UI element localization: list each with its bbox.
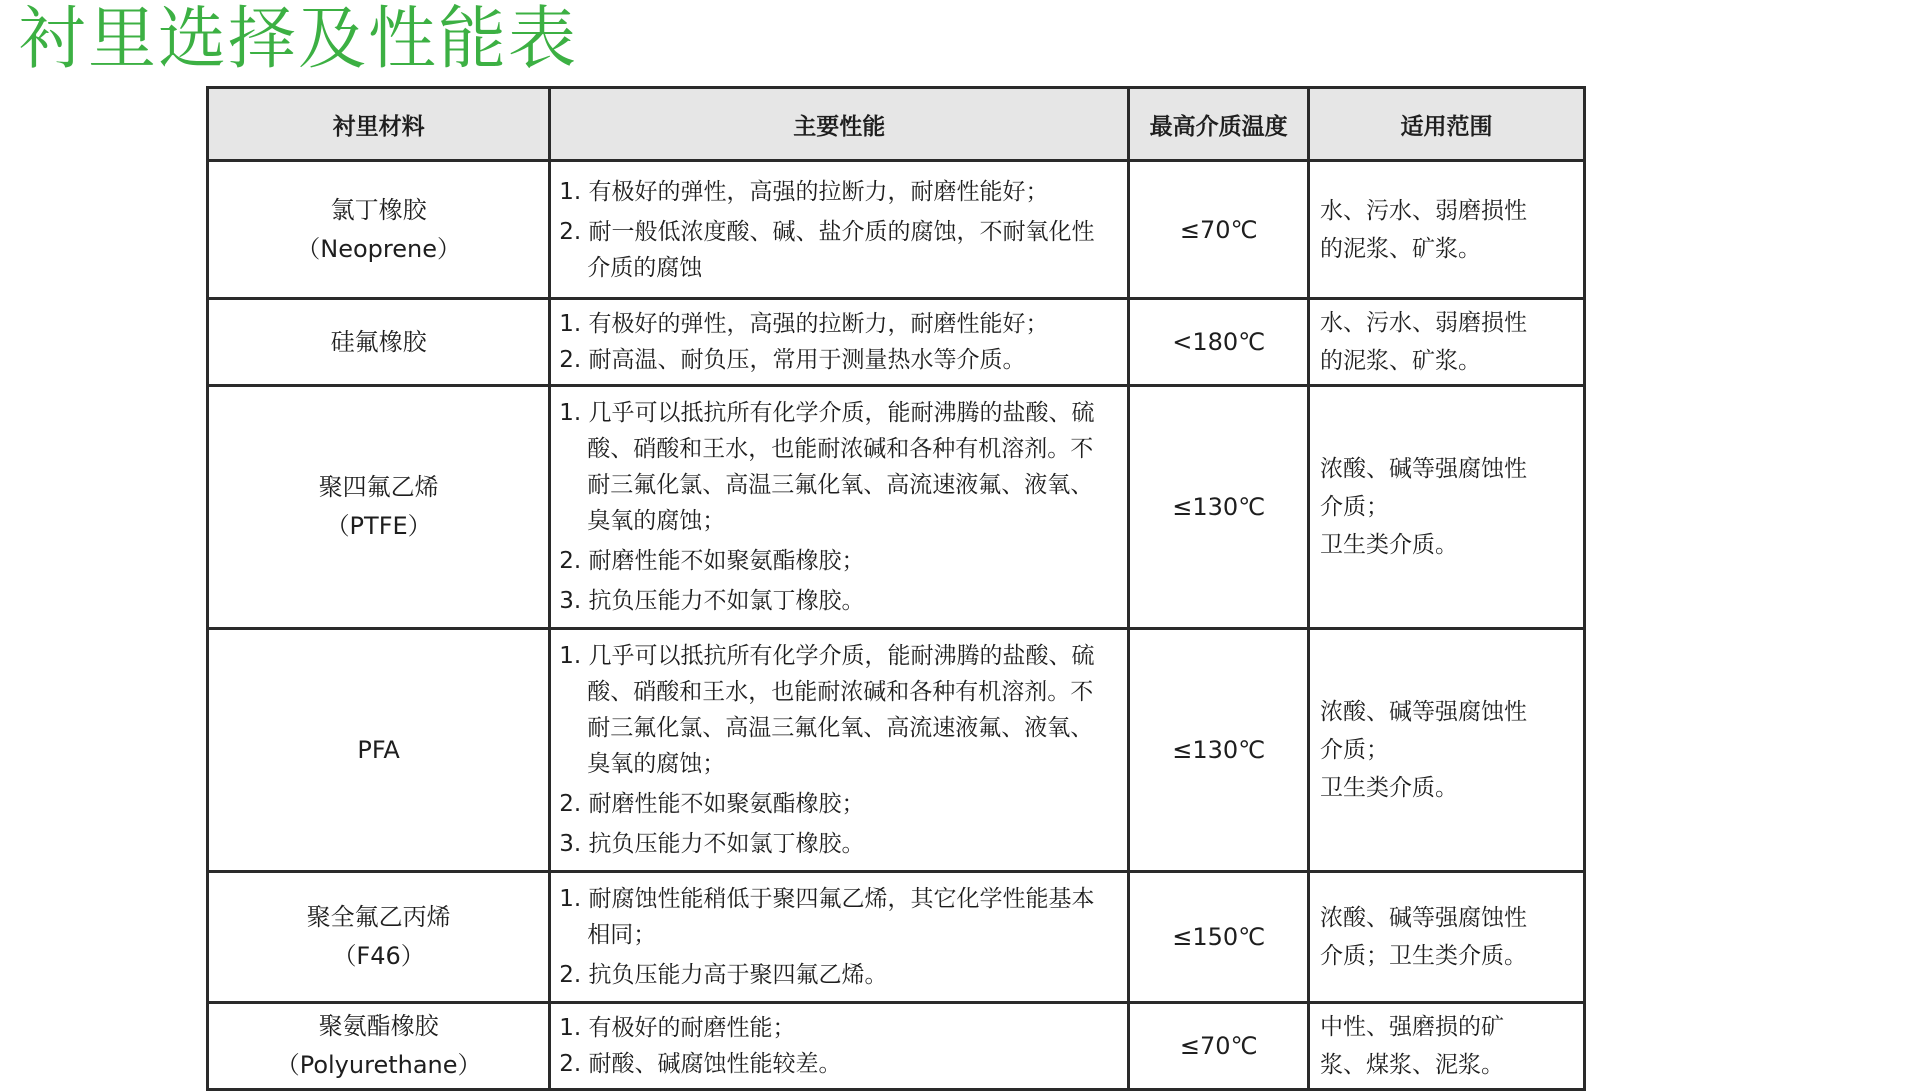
performance-item: 1. 几乎可以抵抗所有化学介质，能耐沸腾的盐酸、硫酸、硝酸和王水，也能耐浓碱和各种有机溶剂。不耐三氟化氯、高温三氟化氧、高流速液氟、液氧、臭氧的腐蚀；: [559, 400, 1095, 534]
material-name: PFA: [357, 735, 400, 764]
application-cell: [1308, 161, 1584, 299]
material-english: （Polyurethane）: [275, 1051, 482, 1079]
max-temp-cell: ≤150℃: [1129, 872, 1309, 1003]
performance-item: 1. 耐腐蚀性能稍低于聚四氟乙烯，其它化学性能基本相同；: [559, 886, 1095, 948]
material-name: 硅氟橡胶: [330, 327, 427, 356]
table-row: [208, 299, 1585, 386]
application-line: 卫生类介质。: [1319, 775, 1458, 801]
max-temp-cell: ≤130℃: [1129, 629, 1309, 872]
performance-cell: [550, 386, 1129, 629]
performance-item: 1. 有极好的弹性，高强的拉断力，耐磨性能好；: [559, 178, 1049, 205]
performance-item: 1. 几乎可以抵抗所有化学介质，能耐沸腾的盐酸、硫酸、硝酸和王水，也能耐浓碱和各种有机溶剂。不耐三氟化氯、高温三氟化氧、高流速液氟、液氧、臭氧的腐蚀；: [559, 643, 1095, 777]
page-title: 衬里选择及性能表: [18, 0, 579, 79]
performance-cell: [550, 299, 1129, 386]
application-line: 水、污水、弱磨损性: [1319, 310, 1527, 336]
performance-item: 2. 耐酸、碱腐蚀性能较差。: [559, 1051, 842, 1077]
performance-item: 2. 耐磨性能不如聚氨酯橡胶；: [559, 548, 865, 574]
application-line: 浓酸、碱等强腐蚀性: [1319, 456, 1527, 482]
application-line: 浆、煤浆、泥浆。: [1319, 1052, 1504, 1078]
performance-item: 2. 耐一般低浓度酸、碱、盐介质的腐蚀，不耐氧化性介质的腐蚀: [559, 218, 1095, 281]
header-performance: 主要性能: [550, 88, 1129, 161]
table-header-row: [208, 88, 1585, 161]
material-name: 氯丁橡胶: [330, 195, 427, 224]
performance-item: 2. 耐磨性能不如聚氨酯橡胶；: [559, 791, 865, 817]
material-cell: [208, 872, 550, 1003]
material-cell: [208, 161, 550, 299]
application-cell: [1308, 872, 1584, 1003]
max-temp-cell: <180℃: [1129, 299, 1309, 386]
performance-item: 1. 有极好的弹性，高强的拉断力，耐磨性能好；: [559, 311, 1049, 337]
header-material: 衬里材料: [208, 88, 550, 161]
material-cell: [208, 299, 550, 386]
application-line: 浓酸、碱等强腐蚀性: [1319, 699, 1527, 725]
lining-performance-table: [206, 86, 1586, 1091]
application-cell: [1308, 1003, 1584, 1090]
application-line: 介质；: [1319, 737, 1389, 763]
application-cell: [1308, 386, 1584, 629]
table-row: [208, 1003, 1585, 1090]
application-line: 卫生类介质。: [1319, 532, 1458, 558]
performance-item: 2. 耐高温、耐负压，常用于测量热水等介质。: [559, 347, 1026, 373]
application-line: 中性、强磨损的矿: [1319, 1014, 1504, 1040]
material-english: （PTFE）: [325, 512, 432, 540]
application-line: 介质；卫生类介质。: [1319, 943, 1527, 969]
header-max-temp: 最高介质温度: [1129, 88, 1309, 161]
header-application: 适用范围: [1308, 88, 1584, 161]
material-cell: [208, 1003, 550, 1090]
table-row: [208, 386, 1585, 629]
performance-item: 2. 抗负压能力高于聚四氟乙烯。: [559, 962, 888, 988]
material-english: （F46）: [332, 942, 425, 970]
application-line: 的泥浆、矿浆。: [1319, 348, 1481, 374]
table-row: [208, 629, 1585, 872]
application-cell: [1308, 629, 1584, 872]
max-temp-cell: ≤70℃: [1129, 161, 1309, 299]
material-name: 聚四氟乙烯: [318, 473, 439, 501]
material-cell: [208, 629, 550, 872]
performance-cell: [550, 1003, 1129, 1090]
table-row: [208, 161, 1585, 299]
material-english: （Neoprene）: [296, 234, 461, 263]
performance-cell: [550, 872, 1129, 1003]
application-line: 浓酸、碱等强腐蚀性: [1319, 905, 1527, 931]
application-line: 介质；: [1319, 494, 1389, 520]
material-name: 聚全氟乙丙烯: [306, 903, 451, 931]
table-row: [208, 872, 1585, 1003]
performance-item: 1. 有极好的耐磨性能；: [559, 1015, 796, 1041]
material-cell: [208, 386, 550, 629]
max-temp-cell: ≤130℃: [1129, 386, 1309, 629]
application-line: 水、污水、弱磨损性: [1319, 197, 1527, 224]
performance-item: 3. 抗负压能力不如氯丁橡胶。: [559, 588, 865, 614]
application-cell: [1308, 299, 1584, 386]
application-line: 的泥浆、矿浆。: [1319, 235, 1481, 262]
performance-cell: [550, 629, 1129, 872]
max-temp-cell: ≤70℃: [1129, 1003, 1309, 1090]
material-name: 聚氨酯橡胶: [318, 1012, 439, 1040]
performance-item: 3. 抗负压能力不如氯丁橡胶。: [559, 831, 865, 857]
performance-cell: [550, 161, 1129, 299]
